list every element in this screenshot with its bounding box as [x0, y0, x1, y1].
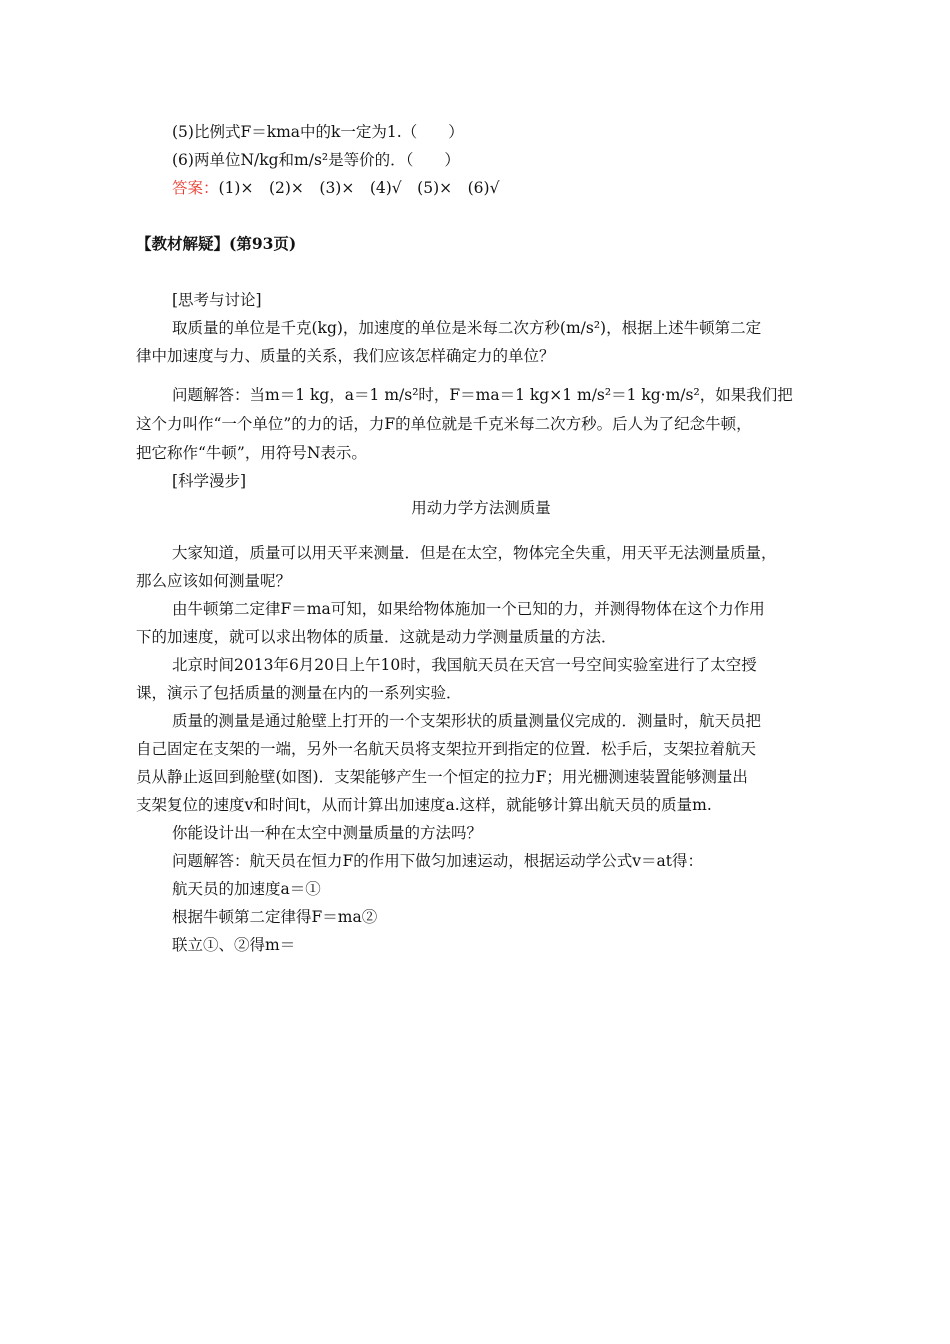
answer1-line-2: 这个力叫作“一个单位”的力的话，力F的单位就是千克米每二次方秒。后人为了纪念牛顿， [136, 415, 752, 433]
para3-line-2: 课，演示了包括质量的测量在内的一系列实验． [136, 684, 462, 702]
think-line-1: 取质量的单位是千克(kg)，加速度的单位是米每二次方秒(m/s²)，根据上述牛顿第二定 [172, 319, 762, 337]
answer2-line-2: 航天员的加速度a＝① [172, 880, 321, 898]
question-5: (5)比例式F＝kma中的k一定为1.（ ） [172, 123, 464, 141]
think-line-2: 律中加速度与力、质量的关系，我们应该怎样确定力的单位？ [136, 347, 555, 365]
answer2-line-1: 问题解答：航天员在恒力F的作用下做匀加速运动，根据运动学公式v＝at得： [172, 852, 703, 870]
para1-line-2: 那么应该如何测量呢？ [136, 572, 292, 590]
para5: 你能设计出一种在太空中测量质量的方法吗？ [172, 824, 483, 842]
section-title: 【教材解疑】(第93页) [136, 234, 297, 253]
para1-line-1: 大家知道，质量可以用天平来测量．但是在太空，物体完全失重，用天平无法测量质量， [172, 544, 777, 562]
science-title: 用动力学方法测质量 [411, 499, 551, 517]
para4-line-4: 支架复位的速度v和时间t，从而计算出加速度a.这样，就能够计算出航天员的质量m. [136, 796, 712, 814]
science-tag: [科学漫步] [172, 472, 247, 490]
answer-text: (1)× (2)× (3)× (4)√ (5)× (6)√ [218, 179, 500, 197]
para4-line-1: 质量的测量是通过舱壁上打开的一个支架形状的质量测量仪完成的．测量时，航天员把 [172, 712, 762, 730]
para2-line-1: 由牛顿第二定律F＝ma可知，如果给物体施加一个已知的力，并测得物体在这个力作用 [172, 600, 765, 618]
answer2-line-4: 联立①、②得m＝ [172, 936, 296, 954]
answer1-line-1: 问题解答：当m＝1 kg，a＝1 m/s²时，F＝ma＝1 kg×1 m/s²＝1 kg·m/s²，如果我们把 [172, 386, 793, 404]
answer-line [172, 178, 826, 198]
answer-label: 答案： [172, 179, 219, 197]
para2-line-2: 下的加速度，就可以求出物体的质量．这就是动力学测量质量的方法． [136, 628, 617, 646]
question-6: (6)两单位N/kg和m/s²是等价的．（ ） [172, 151, 460, 169]
para4-line-2: 自己固定在支架的一端，另外一名航天员将支架拉开到指定的位置．松手后，支架拉着航天 [136, 740, 757, 758]
para3-line-1: 北京时间2013年6月20日上午10时，我国航天员在天宫一号空间实验室进行了太空授 [172, 656, 757, 674]
answer2-line-3: 根据牛顿第二定律得F＝ma② [172, 908, 378, 926]
think-tag: [思考与讨论] [172, 291, 262, 309]
answer1-line-3: 把它称作“牛顿”，用符号N表示。 [136, 444, 367, 462]
para4-line-3: 员从静止返回到舱壁(如图)．支架能够产生一个恒定的拉力F；用光栅测速装置能够测量出 [136, 768, 748, 786]
